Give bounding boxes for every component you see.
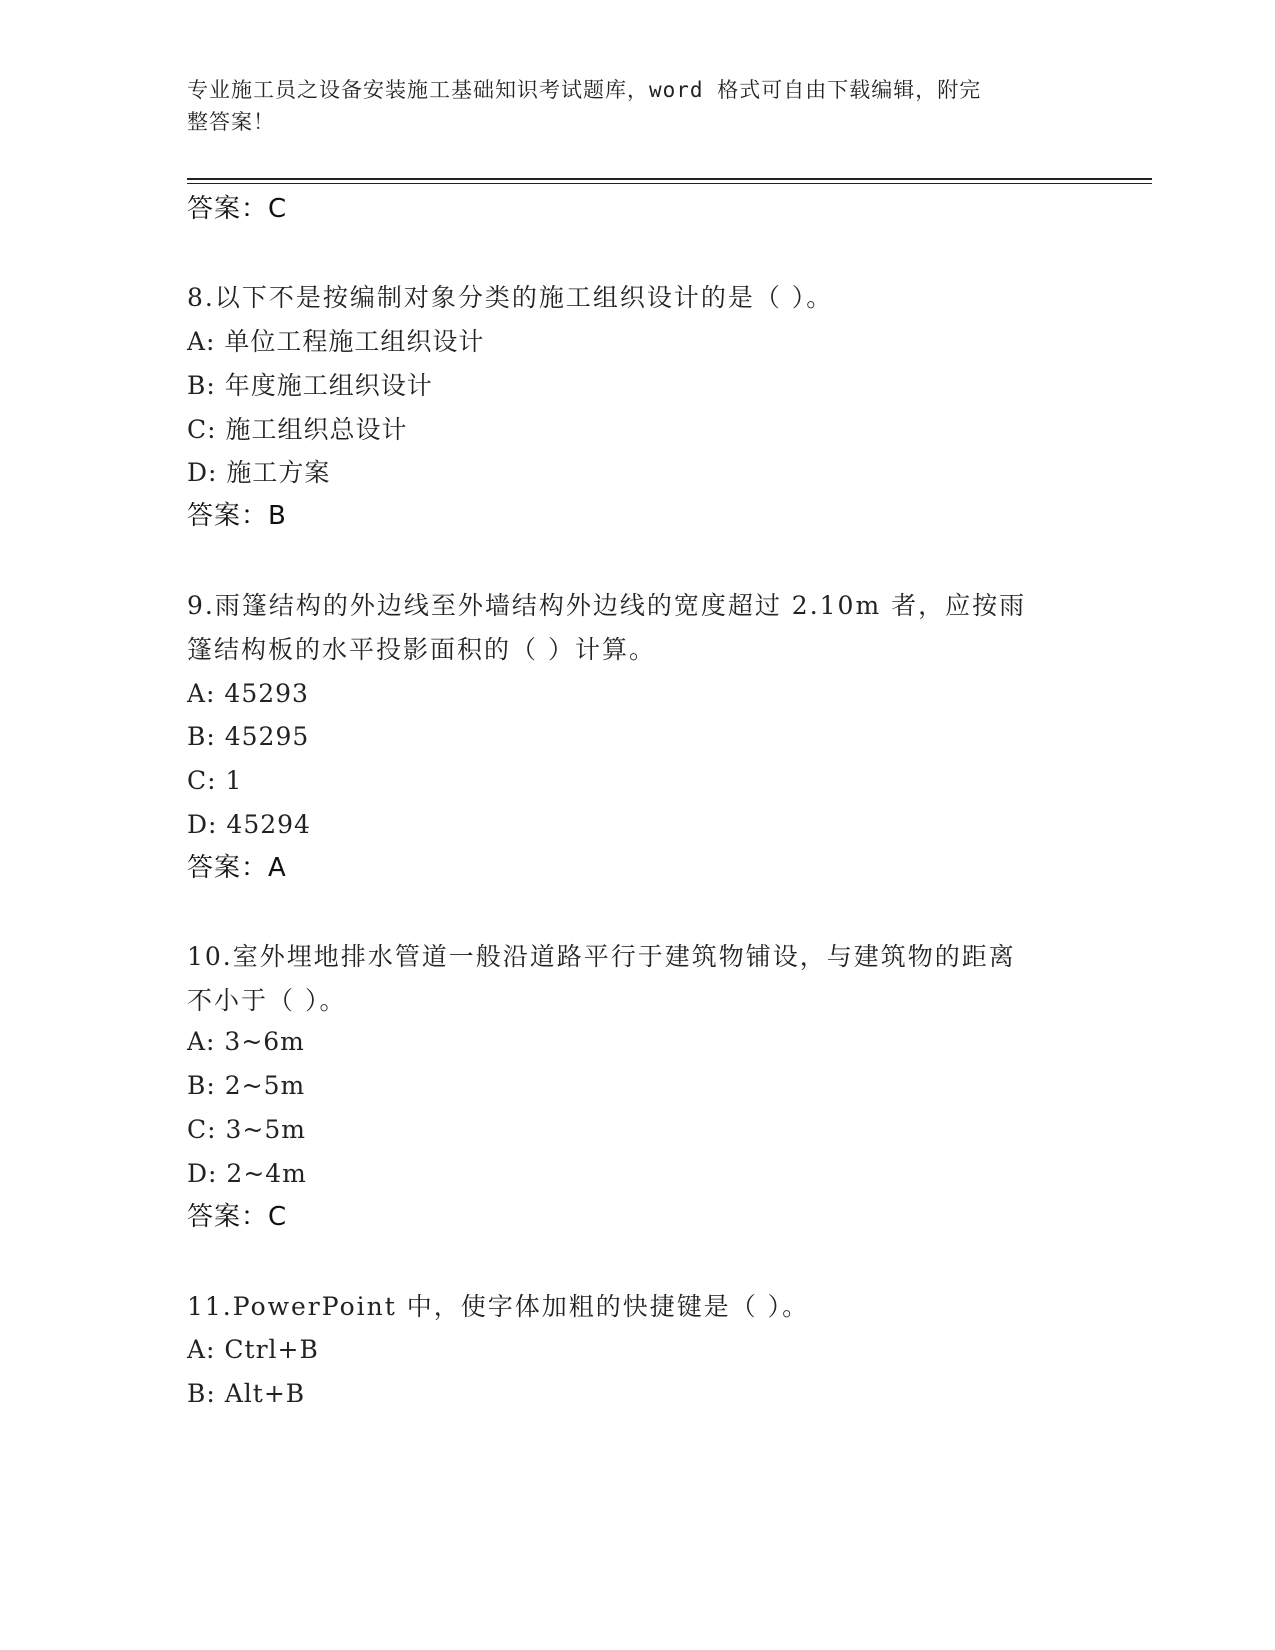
question-9-option-b: B: 45295 — [187, 722, 310, 751]
question-11-option-b: B: Alt+B — [187, 1379, 306, 1408]
previous-answer: 答案：C — [187, 194, 288, 224]
question-8-option-d: D: 施工方案 — [187, 458, 331, 487]
question-8-answer: 答案：B — [187, 501, 287, 531]
question-10-stem-line-1: 10.室外埋地排水管道一般沿道路平行于建筑物铺设，与建筑物的距离 — [187, 942, 1016, 971]
question-8-option-b: B: 年度施工组织设计 — [187, 371, 433, 400]
question-8-stem: 8.以下不是按编制对象分类的施工组织设计的是（ ）。 — [187, 283, 834, 312]
question-10-stem-line-2: 不小于（ ）。 — [187, 986, 347, 1015]
question-10-option-b: B: 2~5m — [187, 1071, 306, 1100]
question-9-stem-line-1: 9.雨篷结构的外边线至外墙结构外边线的宽度超过 2.10m 者，应按雨 — [187, 591, 1027, 620]
question-9-stem-line-2: 篷结构板的水平投影面积的（ ）计算。 — [187, 635, 656, 664]
question-9-option-d: D: 45294 — [187, 810, 311, 839]
header-line-1: 专业施工员之设备安装施工基础知识考试题库，word 格式可自由下载编辑，附完 — [187, 78, 982, 102]
question-9-answer: 答案：A — [187, 853, 287, 883]
question-10-option-d: D: 2~4m — [187, 1159, 307, 1188]
question-10-answer: 答案：C — [187, 1202, 288, 1232]
question-9-option-a: A: 45293 — [187, 679, 309, 708]
header-line-2: 整答案！ — [187, 110, 275, 134]
document-header — [187, 74, 1067, 138]
question-9-option-c: C: 1 — [187, 766, 243, 795]
question-10-option-a: A: 3~6m — [187, 1027, 305, 1056]
question-8-option-c: C: 施工组织总设计 — [187, 415, 408, 444]
question-10-option-c: C: 3~5m — [187, 1115, 306, 1144]
header-divider-thick — [187, 178, 1152, 180]
question-8-option-a: A: 单位工程施工组织设计 — [187, 327, 485, 356]
header-divider-thin — [187, 183, 1152, 184]
question-11-option-a: A: Ctrl+B — [187, 1335, 319, 1364]
question-11-stem: 11.PowerPoint 中，使字体加粗的快捷键是（ ）。 — [187, 1292, 810, 1321]
